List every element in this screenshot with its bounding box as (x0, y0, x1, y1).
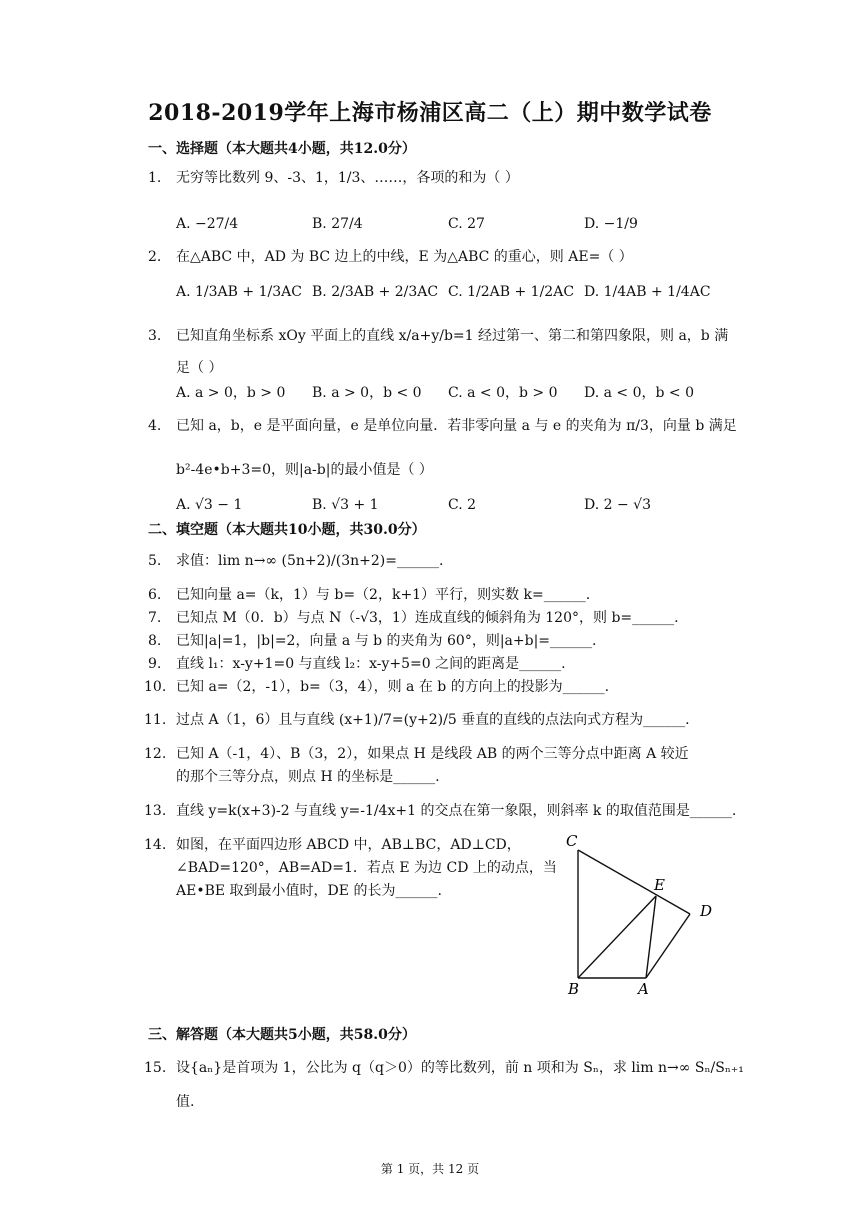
q11-number: 11. (144, 712, 167, 728)
q3-text: 已知直角坐标系 xOy 平面上的直线 x/a+y/b=1 经过第一、第二和第四象限，则 a，b 满 (176, 328, 729, 344)
q3-text-continued: 足（ ） (176, 360, 223, 376)
q14-text-continued: ∠BAD=120°，AB=AD=1．若点 E 为边 CD 上的动点，当 (176, 860, 557, 876)
q7-number: 7. (148, 610, 162, 626)
q14-number: 14. (144, 837, 167, 853)
label-e: E (654, 876, 665, 894)
q10-text: 已知 a=（2，-1），b=（3，4），则 a 在 b 的方向上的投影为______. (176, 679, 610, 695)
label-c: C (566, 832, 578, 850)
q14-text: 如图，在平面四边形 ABCD 中，AB⊥BC，AD⊥CD， (176, 837, 521, 853)
q14-text-continued-2: AE•BE 取到最小值时，DE 的长为______. (176, 883, 442, 899)
q4-option-a: A. √3 − 1 (176, 497, 243, 513)
q12-text-continued: 的那个三等分点，则点 H 的坐标是______. (176, 769, 440, 785)
q13-number: 13. (144, 803, 167, 819)
q15-text: 设{aₙ}是首项为 1，公比为 q（q＞0）的等比数列，前 n 项和为 Sₙ，求 lim n→∞ Sₙ/Sₙ₊₁ (176, 1060, 744, 1076)
q4-option-c: C. 2 (448, 497, 477, 513)
q5-number: 5. (148, 553, 162, 569)
q1-option-a: A. −27/4 (176, 216, 239, 232)
q1-option-c: C. 27 (448, 216, 485, 232)
q13-text: 直线 y=k(x+3)-2 与直线 y=-1/4x+1 的交点在第一象限，则斜率 k 的取值范围是______. (176, 803, 737, 819)
q3-number: 3. (148, 328, 162, 344)
q2-option-a: A. 1/3AB + 1/3AC (176, 284, 302, 300)
q4-text: 已知 a，b，e 是平面向量，e 是单位向量．若非零向量 a 与 e 的夹角为 π/3，向量 b 满足 (176, 418, 737, 434)
q4-option-b: B. √3 + 1 (312, 497, 379, 513)
section-multiple-choice: 一、选择题（本大题共4小题，共12.0分） (148, 141, 416, 157)
q5-text: 求值：lim n→∞ (5n+2)/(3n+2)=______. (176, 553, 444, 569)
label-d: D (700, 902, 713, 920)
q4-text-continued: b²-4e•b+3=0，则|a-b|的最小值是（ ） (176, 462, 433, 478)
q6-text: 已知向量 a=（k，1）与 b=（2，k+1）平行，则实数 k=______. (176, 587, 591, 603)
q15-text-continued: 值. (176, 1094, 195, 1110)
q3-option-a: A. a > 0，b > 0 (176, 385, 286, 401)
page-footer: 第 1 页，共 12 页 (380, 1162, 480, 1176)
quadrilateral-figure (562, 830, 722, 1000)
section-solutions: 三、解答题（本大题共5小题，共58.0分） (148, 1027, 416, 1043)
exam-title: 2018-2019学年上海市杨浦区高二（上）期中数学试卷 (148, 100, 712, 126)
q9-number: 9. (148, 656, 162, 672)
q3-option-c: C. a < 0，b > 0 (448, 385, 558, 401)
q8-number: 8. (148, 633, 162, 649)
q1-number: 1. (148, 170, 162, 186)
q1-option-d: D. −1/9 (584, 216, 638, 232)
q2-number: 2. (148, 249, 162, 265)
q3-option-d: D. a < 0，b < 0 (584, 385, 695, 401)
q8-text: 已知|a|=1，|b|=2，向量 a 与 b 的夹角为 60°，则|a+b|=______. (176, 633, 597, 649)
section-fill-in: 二、填空题（本大题共10小题，共30.0分） (148, 522, 426, 538)
q12-text: 已知 A（-1，4）、B（3，2），如果点 H 是线段 AB 的两个三等分点中距离 A 较近 (176, 746, 689, 762)
q1-text: 无穷等比数列 9、-3、1，1/3、……，各项的和为（ ） (176, 170, 519, 186)
q7-text: 已知点 M（0．b）与点 N（-√3，1）连成直线的倾斜角为 120°，则 b=______. (176, 610, 679, 626)
label-a: A (638, 980, 649, 998)
q12-number: 12. (144, 746, 167, 762)
q3-option-b: B. a > 0，b < 0 (312, 385, 422, 401)
q9-text: 直线 l₁：x-y+1=0 与直线 l₂：x-y+5=0 之间的距离是______. (176, 656, 566, 672)
q11-text: 过点 A（1，6）且与直线 (x+1)/7=(y+2)/5 垂直的直线的点法向式方程为______. (176, 712, 690, 728)
q4-option-d: D. 2 − √3 (584, 497, 651, 513)
q6-number: 6. (148, 587, 162, 603)
q1-option-b: B. 27/4 (312, 216, 363, 232)
q2-option-d: D. 1/4AB + 1/4AC (584, 284, 711, 300)
q2-option-c: C. 1/2AB + 1/2AC (448, 284, 575, 300)
q15-number: 15. (144, 1060, 167, 1076)
q10-number: 10. (144, 679, 167, 695)
q2-text: 在△ABC 中，AD 为 BC 边上的中线，E 为△ABC 的重心，则 AE=（ ） (176, 249, 633, 265)
label-b: B (568, 980, 580, 998)
q2-option-b: B. 2/3AB + 2/3AC (312, 284, 439, 300)
q4-number: 4. (148, 418, 162, 434)
